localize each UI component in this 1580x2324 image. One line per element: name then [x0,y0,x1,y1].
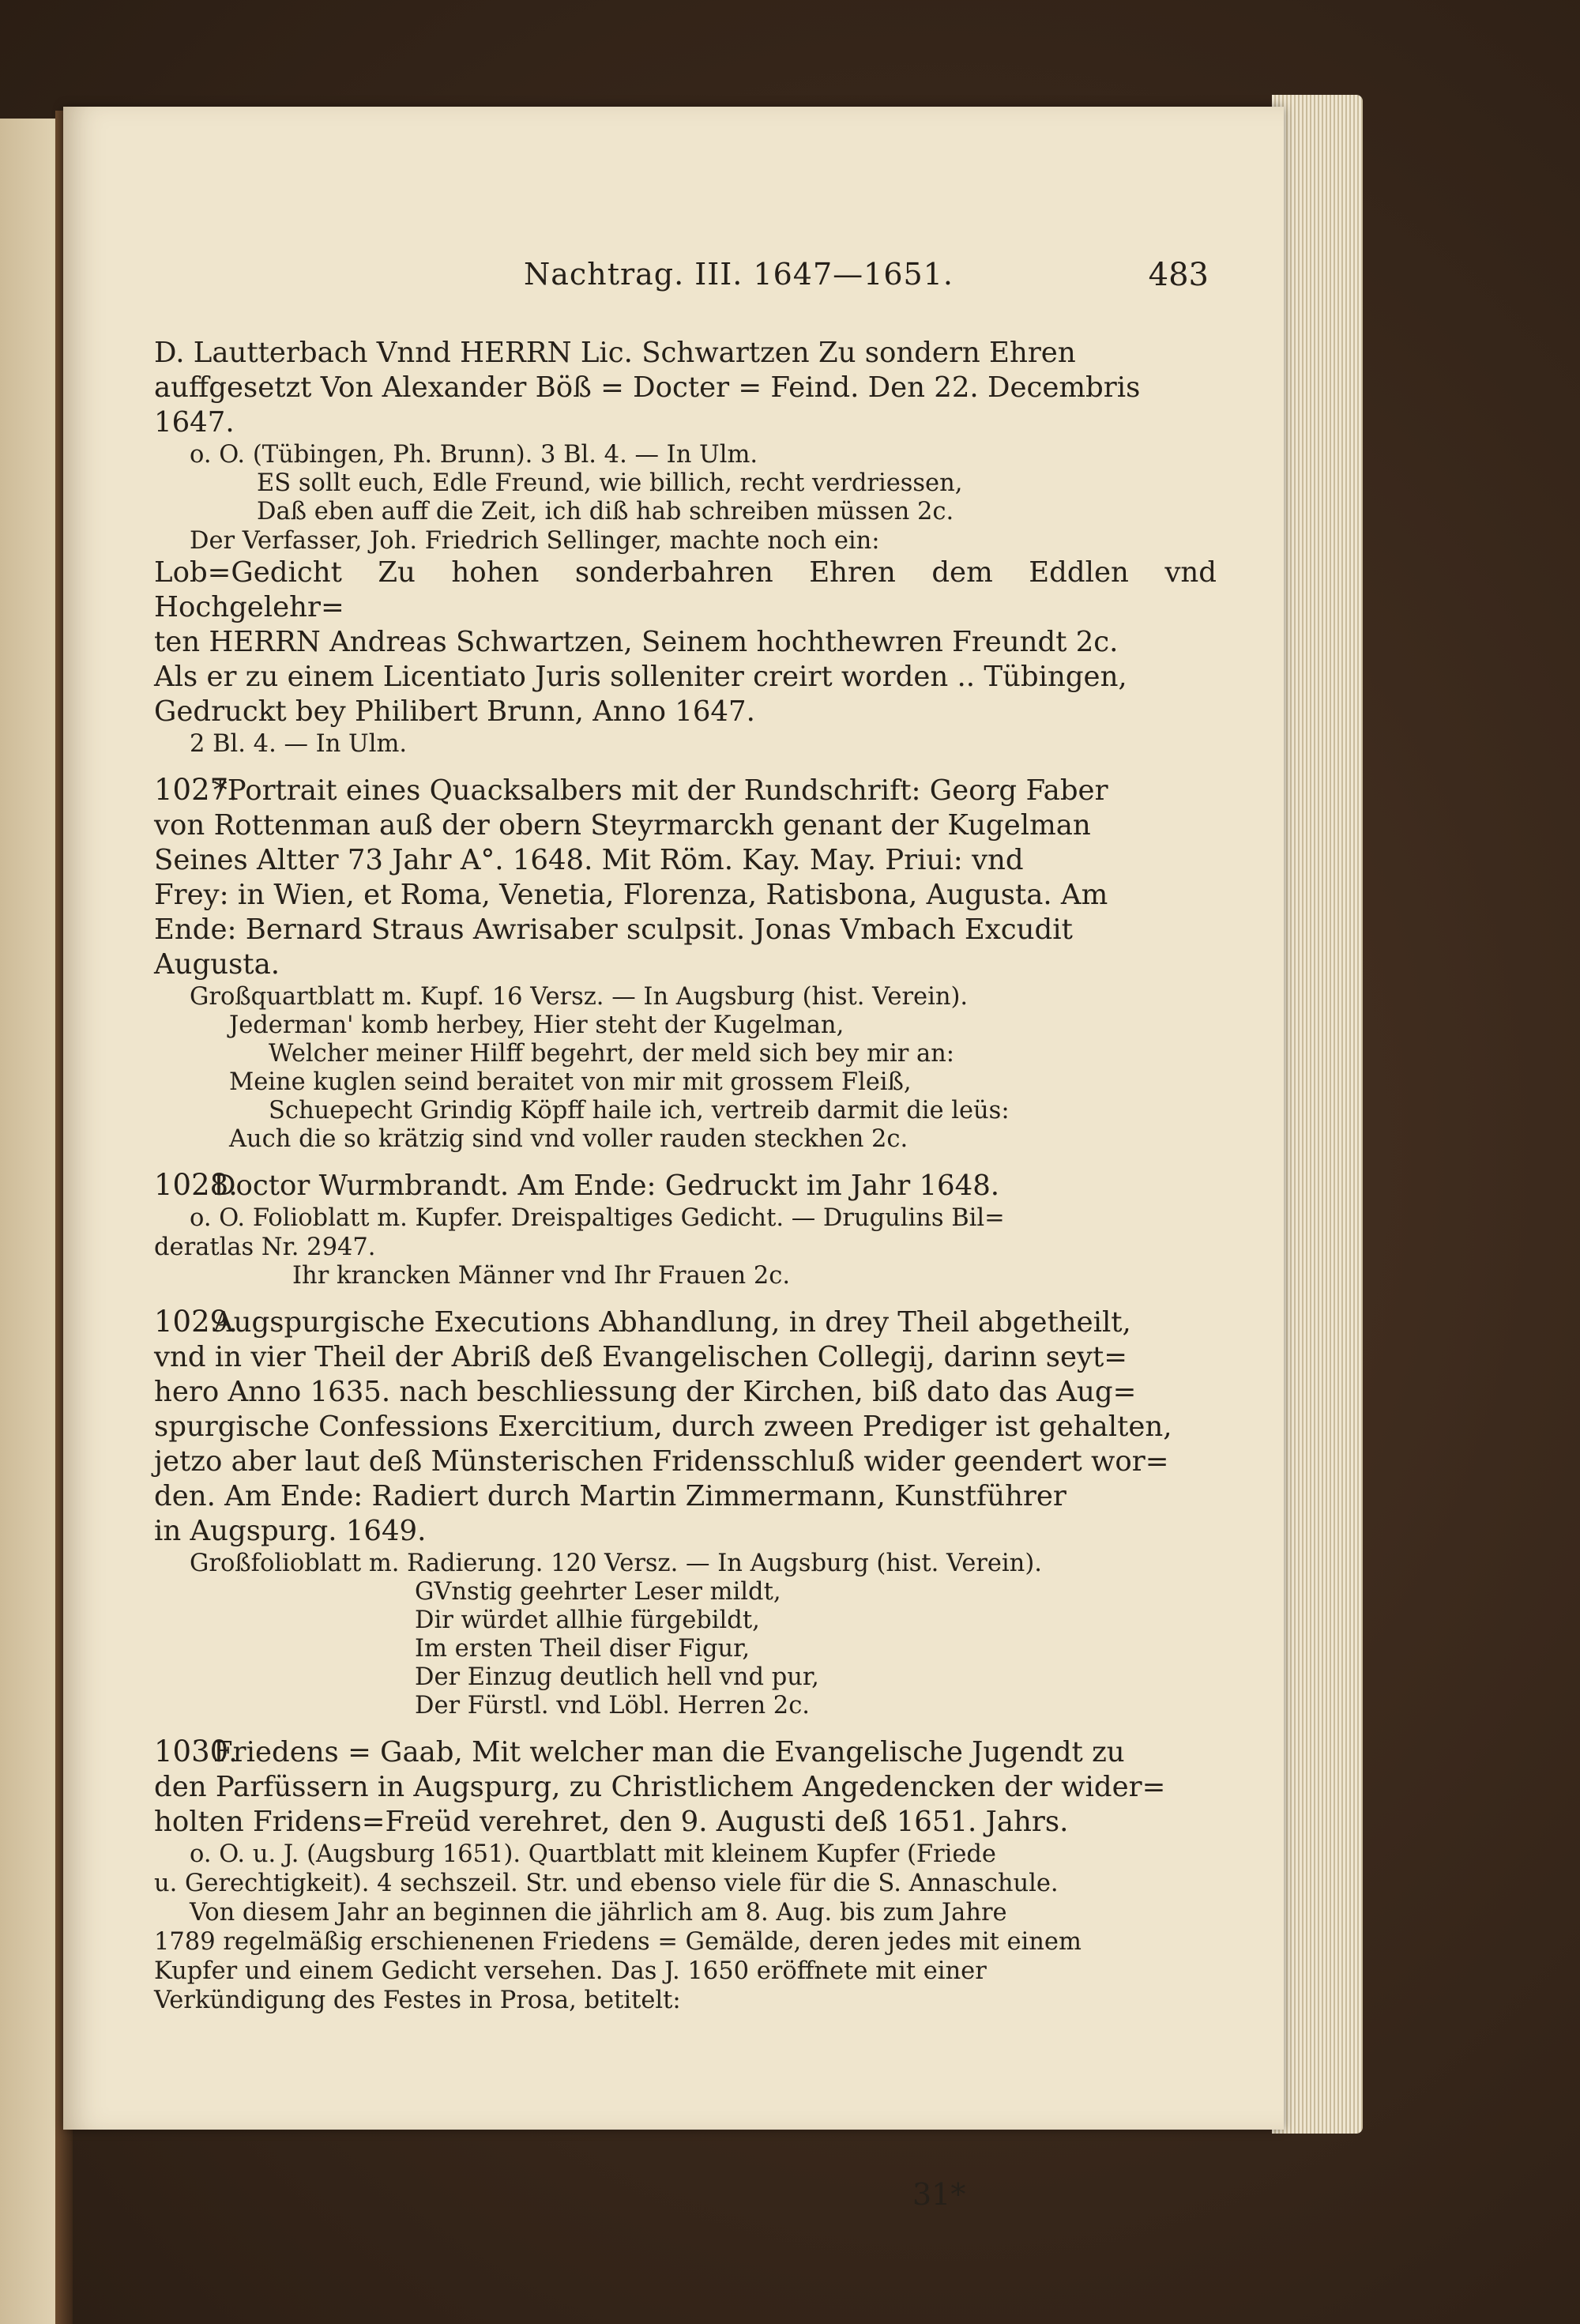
catalog-entry-1027 [154,773,1217,1154]
page-number: 483 [1148,257,1209,293]
text-line: Doctor Wurmbrandt. Am Ende: Gedruckt im Jahr 1648. [213,1170,1000,1202]
verse-line: Auch die so krätzig sind vnd voller rauden steckhen 2c. [229,1125,908,1153]
entry-number: 1029. [154,1305,238,1339]
text-line: den Parfüssern in Augspurg, zu Christlichem Angedencken der wider= [154,1771,1166,1803]
facing-page-edge [0,119,63,2324]
verse-line: Jederman' komb herbey, Hier steht der Kugelman, [229,1011,845,1039]
entry-number: 1027. [154,773,238,807]
verse-line: Meine kuglen seind beraitet von mir mit grossem Fleiß, [229,1068,912,1096]
verse-line: Im ersten Theil diser Figur, [415,1635,750,1663]
verse-line: Daß eben auff die Zeit, ich diß hab schreiben müssen 2c. [257,498,954,525]
text-line: holten Fridens=Freüd verehret, den 9. Augusti deß 1651. Jahrs. [154,1806,1069,1838]
verse-line: ES sollt euch, Edle Freund, wie billich, recht verdriessen, [257,469,963,497]
text-line: ten HERRN Andreas Schwartzen, Seinem hochthewren Freundt 2c. [154,626,1119,658]
catalog-entry-1029 [154,1305,1217,1720]
text-line: D. Lautterbach Vnnd HERRN Lic. Schwartzen Zu sondern Ehren [154,337,1076,369]
running-title: Nachtrag. III. 1647—1651. [524,257,954,292]
verse-line: GVnstig geehrter Leser mildt, [415,1578,781,1606]
page-body [154,336,1217,2015]
text-line: in Augspurg. 1649. [154,1515,427,1547]
entry-number: 1030. [154,1735,238,1768]
text-line: vnd in vier Theil der Abriß deß Evangelischen Collegij, darinn seyt= [154,1341,1128,1373]
signature-mark: 31* [912,2177,966,2212]
publication-info: Großquartblatt m. Kupf. 16 Versz. — In Augsburg (hist. Verein). [190,983,969,1011]
text-line: spurgische Confessions Exercitium, durch zween Prediger ist gehalten, [154,1411,1172,1443]
text-line: den. Am Ende: Radiert durch Martin Zimmermann, Kunstführer [154,1480,1066,1512]
publication-info: o. O. Folioblatt m. Kupfer. Dreispaltiges Gedicht. — Drugulins Bil= [190,1204,1005,1232]
verse-line: Dir würdet allhie fürgebildt, [415,1606,760,1634]
text-line: Augusta. [154,948,280,981]
running-header [269,257,1209,304]
verse-line: Der Einzug deutlich hell vnd pur, [415,1663,819,1691]
note-line: 1789 regelmäßig erschienenen Friedens = Gemälde, deren jedes mit einem [154,1928,1082,1956]
catalog-entry-1030 [154,1735,1217,2015]
text-line: 1647. [154,406,235,439]
publication-info: deratlas Nr. 2947. [154,1234,376,1261]
page-edges [1272,95,1363,2134]
text-line: hero Anno 1635. nach beschliessung der Kirchen, biß dato das Aug= [154,1376,1137,1408]
text-line: Als er zu einem Licentiato Juris solleniter creirt worden .. Tübingen, [154,661,1127,693]
publication-info: o. O. (Tübingen, Ph. Brunn). 3 Bl. 4. — In Ulm. [190,441,758,469]
entry-number: 1028. [154,1168,238,1202]
publication-info: u. Gerechtigkeit). 4 sechszeil. Str. und ebenso viele für die S. Annaschule. [154,1870,1059,1897]
text-line: Ende: Bernard Straus Awrisaber sculpsit. Jonas Vmbach Excudit [154,913,1073,946]
note-line: Kupfer und einem Gedicht versehen. Das J. 1650 eröffnete mit einer [154,1957,987,1985]
publication-info: o. O. u. J. (Augsburg 1651). Quartblatt mit kleinem Kupfer (Friede [190,1840,996,1868]
publication-info: Großfolioblatt m. Radierung. 120 Versz. — In Augsburg (hist. Verein). [190,1550,1042,1577]
verse-line: Der Fürstl. vnd Löbl. Herren 2c. [415,1692,810,1719]
text-line: von Rottenman auß der obern Steyrmarckh genant der Kugelman [154,809,1091,842]
intro-entry [154,336,1217,759]
catalog-entry-1028 [154,1168,1217,1290]
text-line: Seines Altter 73 Jahr A°. 1648. Mit Röm. Kay. May. Priui: vnd [154,844,1024,876]
note-line: Von diesem Jahr an beginnen die jährlich am 8. Aug. bis zum Jahre [190,1899,1007,1927]
text-line: Augspurgische Executions Abhandlung, in drey Theil abgetheilt, [213,1306,1131,1339]
author-note: Der Verfasser, Joh. Friedrich Sellinger, machte noch ein: [190,527,880,555]
verse-line: Ihr krancken Männer vnd Ihr Frauen 2c. [292,1262,791,1290]
text-line: Gedruckt bey Philibert Brunn, Anno 1647. [154,695,755,728]
text-line: Frey: in Wien, et Roma, Venetia, Florenza, Ratisbona, Augusta. Am [154,879,1108,911]
note-line: Verkündigung des Festes in Prosa, betitelt: [154,1987,681,2014]
text-line: *Portrait eines Quacksalbers mit der Rundschrift: Georg Faber [213,774,1108,807]
verse-line: Welcher meiner Hilff begehrt, der meld sich bey mir an: [269,1040,955,1068]
verse-line: Schuepecht Grindig Köpff haile ich, vertreib darmit die leüs: [269,1097,1010,1124]
text-line: auffgesetzt Von Alexander Böß = Docter = Feind. Den 22. Decembris [154,371,1141,404]
text-line: jetzo aber laut deß Münsterischen Fridensschluß wider geendert wor= [154,1445,1169,1478]
text-line: Friedens = Gaab, Mit welcher man die Evangelische Jugendt zu [213,1736,1125,1768]
text-line: Lob=Gedicht Zu hohen sonderbahren Ehren dem Eddlen vnd Hochgelehr= [154,556,1217,623]
publication-info: 2 Bl. 4. — In Ulm. [190,730,408,758]
book-page [63,107,1284,2212]
